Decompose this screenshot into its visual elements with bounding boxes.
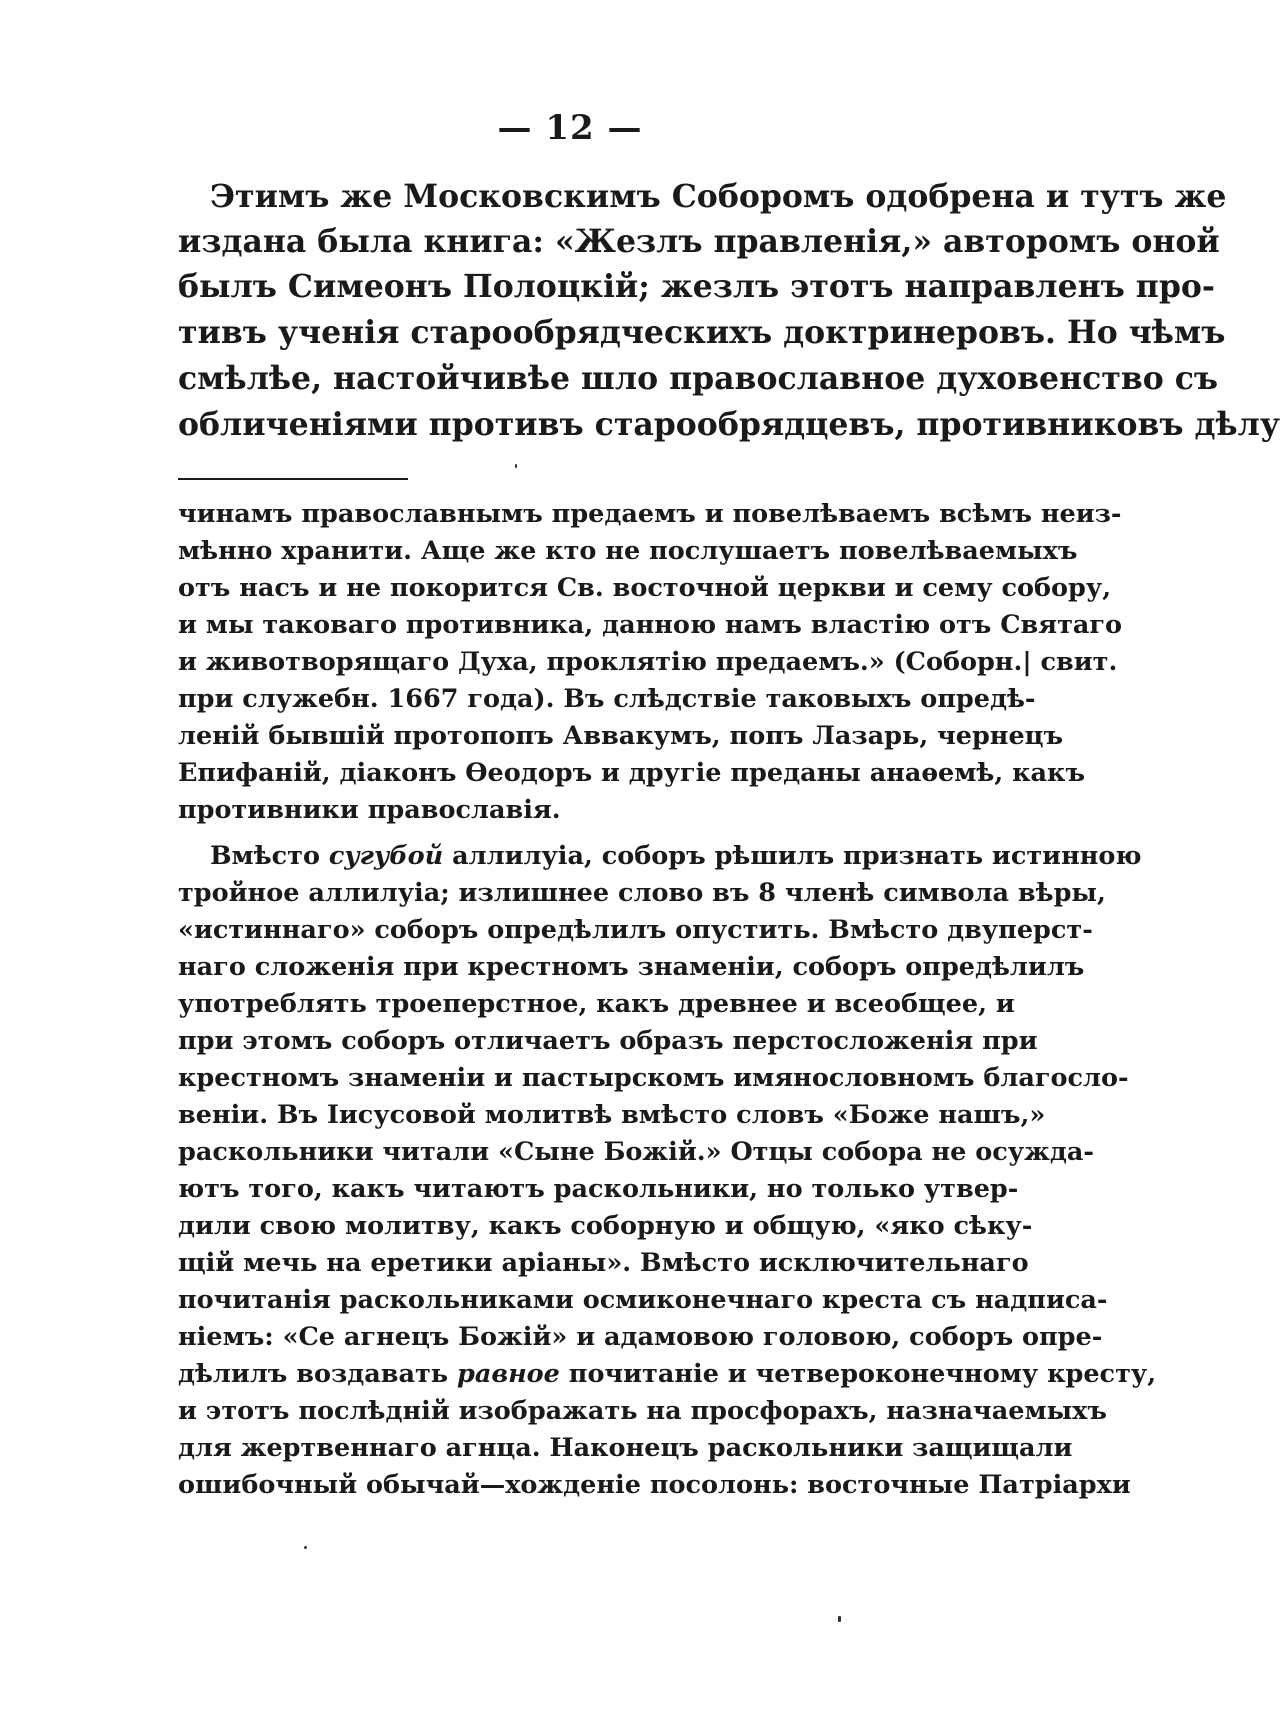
note-text-run: дѣлилъ воздавать <box>178 1359 457 1389</box>
note-line: наго сложенія при крестномъ знаменіи, соборъ опредѣлилъ <box>178 952 1085 982</box>
main-line: обличеніями противъ старообрядцевъ, противниковъ дѣлу <box>178 406 1280 443</box>
scan-speck <box>838 1616 841 1622</box>
main-line: издана была книга: «Жезлъ правленія,» авторомъ оной <box>178 223 1220 260</box>
italic-word: равное <box>456 1359 560 1389</box>
note-text-run: аллилуіа, соборъ рѣшилъ признать истинною <box>443 841 1142 871</box>
note-line: и животворящаго Духа, проклятію предаемъ.» (Соборн.| свит. <box>178 647 1118 677</box>
note-line: и этотъ послѣдній изображать на просфорахъ, назначаемыхъ <box>178 1396 1107 1426</box>
note-line: для жертвеннаго агнца. Наконецъ раскольники защищали <box>178 1433 1073 1463</box>
main-line: смѣлѣе, настойчивѣе шло православное духовенство съ <box>178 360 1219 397</box>
main-line: Этимъ же Московскимъ Соборомъ одобрена и тутъ же <box>210 178 1227 215</box>
note-line: ютъ того, какъ читаютъ раскольники, но только утвер- <box>178 1174 1019 1204</box>
main-line: тивъ ученія старообрядческихъ доктринеровъ. Но чѣмъ <box>178 314 1226 351</box>
note-line: леній бывшій протопопъ Аввакумъ, попъ Лазарь, чернецъ <box>178 721 1064 751</box>
main-line: былъ Симеонъ Полоцкій; жезлъ этотъ направленъ про- <box>178 268 1215 305</box>
note-line: крестномъ знаменіи и пастырскомъ имянословномъ благосло- <box>178 1063 1129 1093</box>
note-line: щій мечь на еретики аріаны». Вмѣсто исключительнаго <box>178 1248 1029 1278</box>
note-line: Епифаній, діаконъ Ѳеодоръ и другіе преданы анаѳемѣ, какъ <box>178 758 1086 788</box>
note-line: ошибочный обычай—хожденіе посолонь: восточные Патріархи <box>178 1470 1131 1500</box>
note-text-run: Вмѣсто <box>210 841 329 871</box>
page-number: — 12 — <box>497 108 643 148</box>
note-line: противники православія. <box>178 795 561 825</box>
note-line: и мы таковаго противника, данною намъ властію отъ Святаго <box>178 610 1123 640</box>
note-line: «истиннаго» соборъ опредѣлилъ опустить. Вмѣсто двуперст- <box>178 915 1093 945</box>
footnote-separator <box>178 478 408 480</box>
note-line: почитанія раскольниками осмиконечнаго креста съ надписа- <box>178 1285 1108 1315</box>
note-line: ніемъ: «Се агнецъ Божій» и адамовою головою, соборъ опре- <box>178 1322 1103 1352</box>
note-line: употреблять троеперстное, какъ древнее и всеобщее, и <box>178 989 1015 1019</box>
note-line <box>178 1356 1157 1393</box>
note-line <box>210 838 1142 875</box>
scan-speck <box>515 464 517 468</box>
note-line: раскольники читали «Сыне Божій.» Отцы собора не осужда- <box>178 1137 1094 1167</box>
note-text-run: почитаніе и четвероконечному кресту, <box>559 1359 1157 1389</box>
note-line: мѣнно хранити. Аще же кто не послушаетъ повелѣваемыхъ <box>178 536 1078 566</box>
note-line: тройное аллилуіа; излишнее слово въ 8 членѣ символа вѣры, <box>178 878 1106 908</box>
note-line: веніи. Въ Іисусовой молитвѣ вмѣсто словъ «Боже нашъ,» <box>178 1100 1046 1130</box>
note-line: чинамъ православнымъ предаемъ и повелѣваемъ всѣмъ неиз- <box>178 499 1122 529</box>
italic-word: сугубой <box>328 841 444 871</box>
note-line: отъ насъ и не покорится Св. восточной церкви и сему собору, <box>178 573 1112 603</box>
note-line: дили свою молитву, какъ соборную и общую, «яко сѣку- <box>178 1211 1033 1241</box>
note-line: при служебн. 1667 года). Въ слѣдствіе таковыхъ опредѣ- <box>178 684 1036 714</box>
scan-speck <box>304 1546 307 1549</box>
note-line: при этомъ соборъ отличаетъ образъ перстосложенія при <box>178 1026 1038 1056</box>
